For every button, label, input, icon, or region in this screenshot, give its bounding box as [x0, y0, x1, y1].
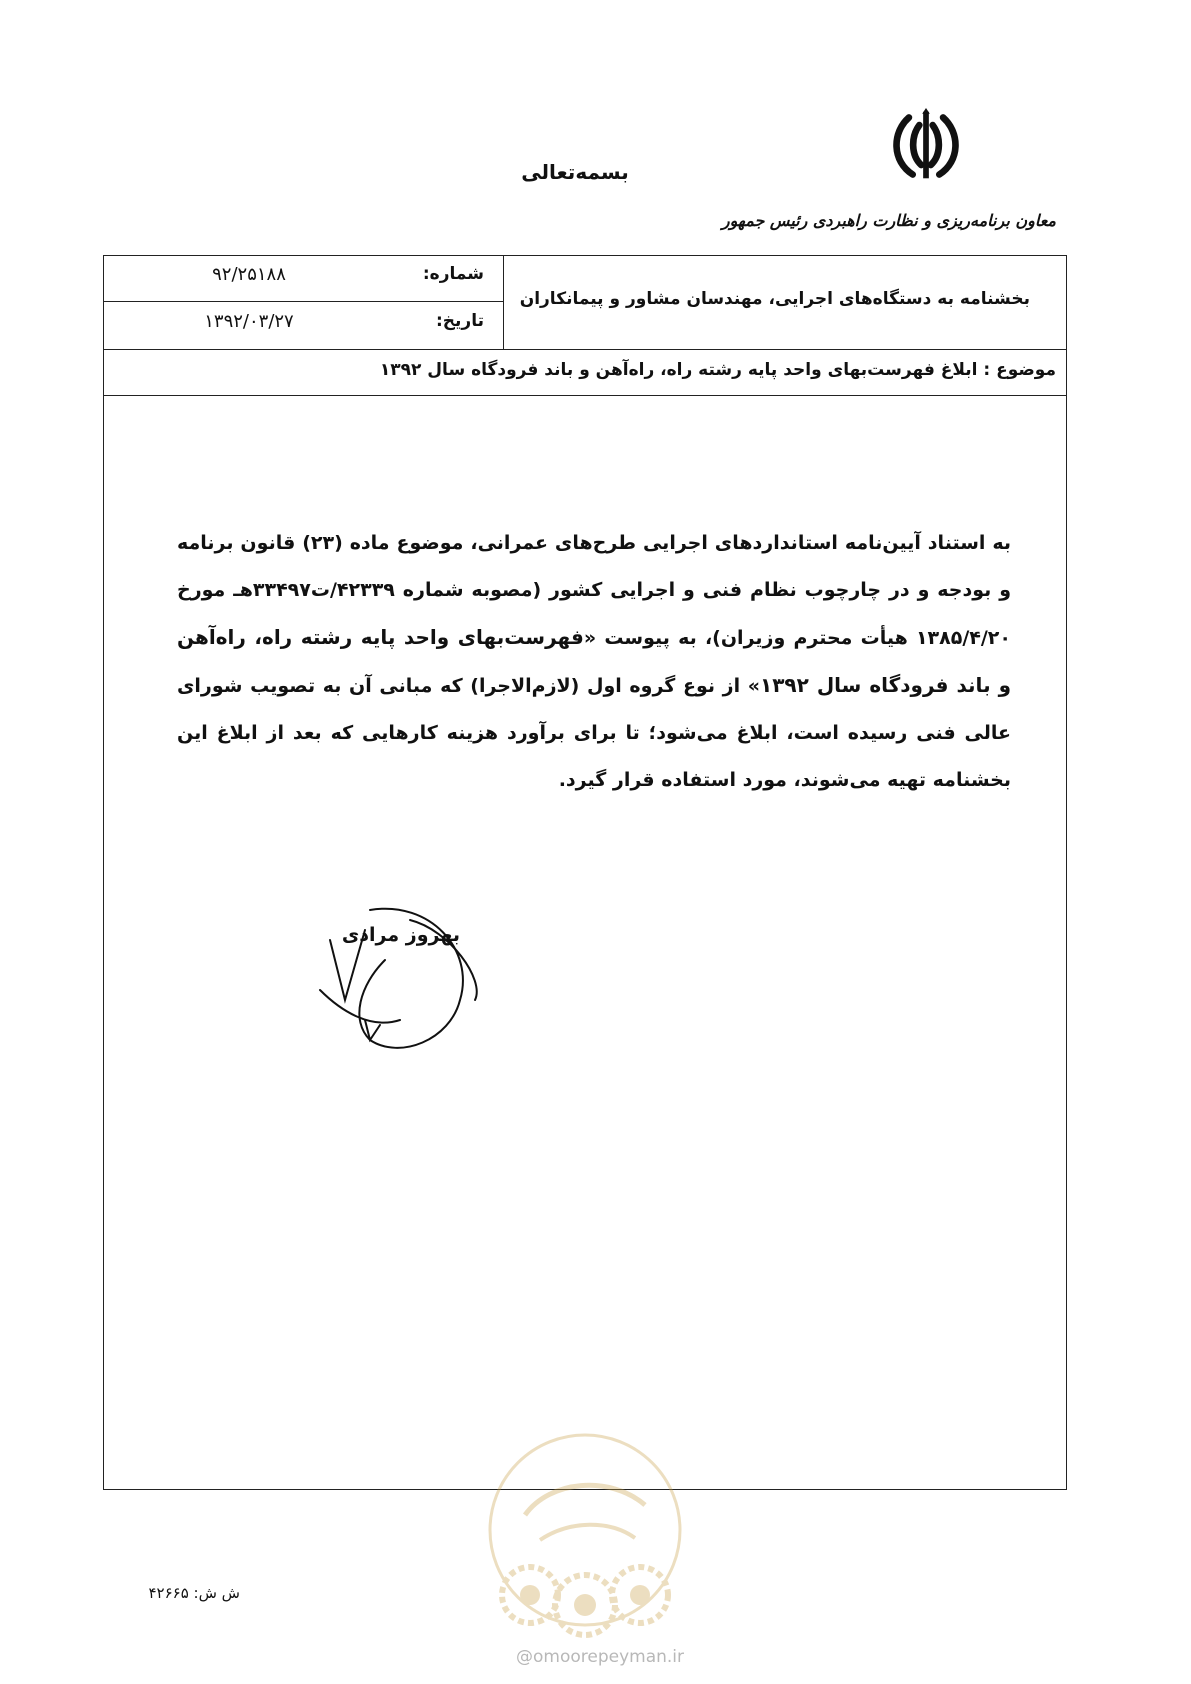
organization-name: معاون برنامه‌ریزی و نظارت راهبردی رئیس جمهور	[721, 211, 1056, 230]
body-text-part2: » از نوع گروه اول (لازم‌الاجرا) که مبانی آن به تصویب شورای عالی فنی رسیده است، ابلاغ می‌شود؛ تا برای برآورد هزینه کارهایی که بعد از ابلاغ این بخشنامه تهیه می‌شوند، مورد استفاده قرار گیرد.	[177, 675, 1011, 791]
date-value: ۱۳۹۲/۰۳/۲۷	[204, 311, 294, 332]
date-label: تاریخ:	[436, 311, 484, 331]
letter-header-row	[104, 256, 1066, 350]
recipients-text: بخشنامه به دستگاه‌های اجرایی، مهندسان مشاور و پیمانکاران	[519, 289, 1030, 309]
body-text-part1: به استناد آیین‌نامه استانداردهای اجرایی طرح‌های عمرانی، موضوع ماده (۲۳) قانون برنامه و بودجه و در چارچوب نظام فنی و اجرایی کشور (مصوبه شماره ۴۲۳۳۹/ت۳۳۴۹۷هـ مورخ ۱۳۸۵/۴/۲۰ هیأت محترم وزیران)، به پیوست «	[177, 532, 1012, 649]
stamp-watermark	[470, 1420, 700, 1660]
website-watermark: @omoorepeyman.ir	[515, 1647, 685, 1667]
page-heading: بسمه‌تعالی	[521, 160, 629, 184]
reference-number: ش ش: ۴۲۶۶۵	[148, 1584, 240, 1602]
number-value: ۹۲/۲۵۱۸۸	[212, 264, 286, 285]
subject-row	[104, 349, 1066, 396]
signature-scrawl	[310, 890, 490, 1070]
body-text-bold: فهرست‌بهای واحد پایه رشته راه، راه‌آهن و باند فرودگاه سال ۱۳۹۲	[177, 625, 1012, 697]
emblem-icon	[888, 108, 964, 184]
letter-frame	[103, 255, 1067, 1490]
body-paragraph	[177, 520, 1011, 804]
number-label: شماره:	[422, 264, 484, 284]
subject-text: موضوع : ابلاغ فهرست‌بهای واحد پایه رشته راه، راه‌آهن و باند فرودگاه سال ۱۳۹۲	[379, 360, 1056, 380]
header-divider	[503, 256, 504, 349]
signer-name: بهروز مرادی	[341, 924, 460, 946]
meta-divider	[104, 301, 503, 302]
